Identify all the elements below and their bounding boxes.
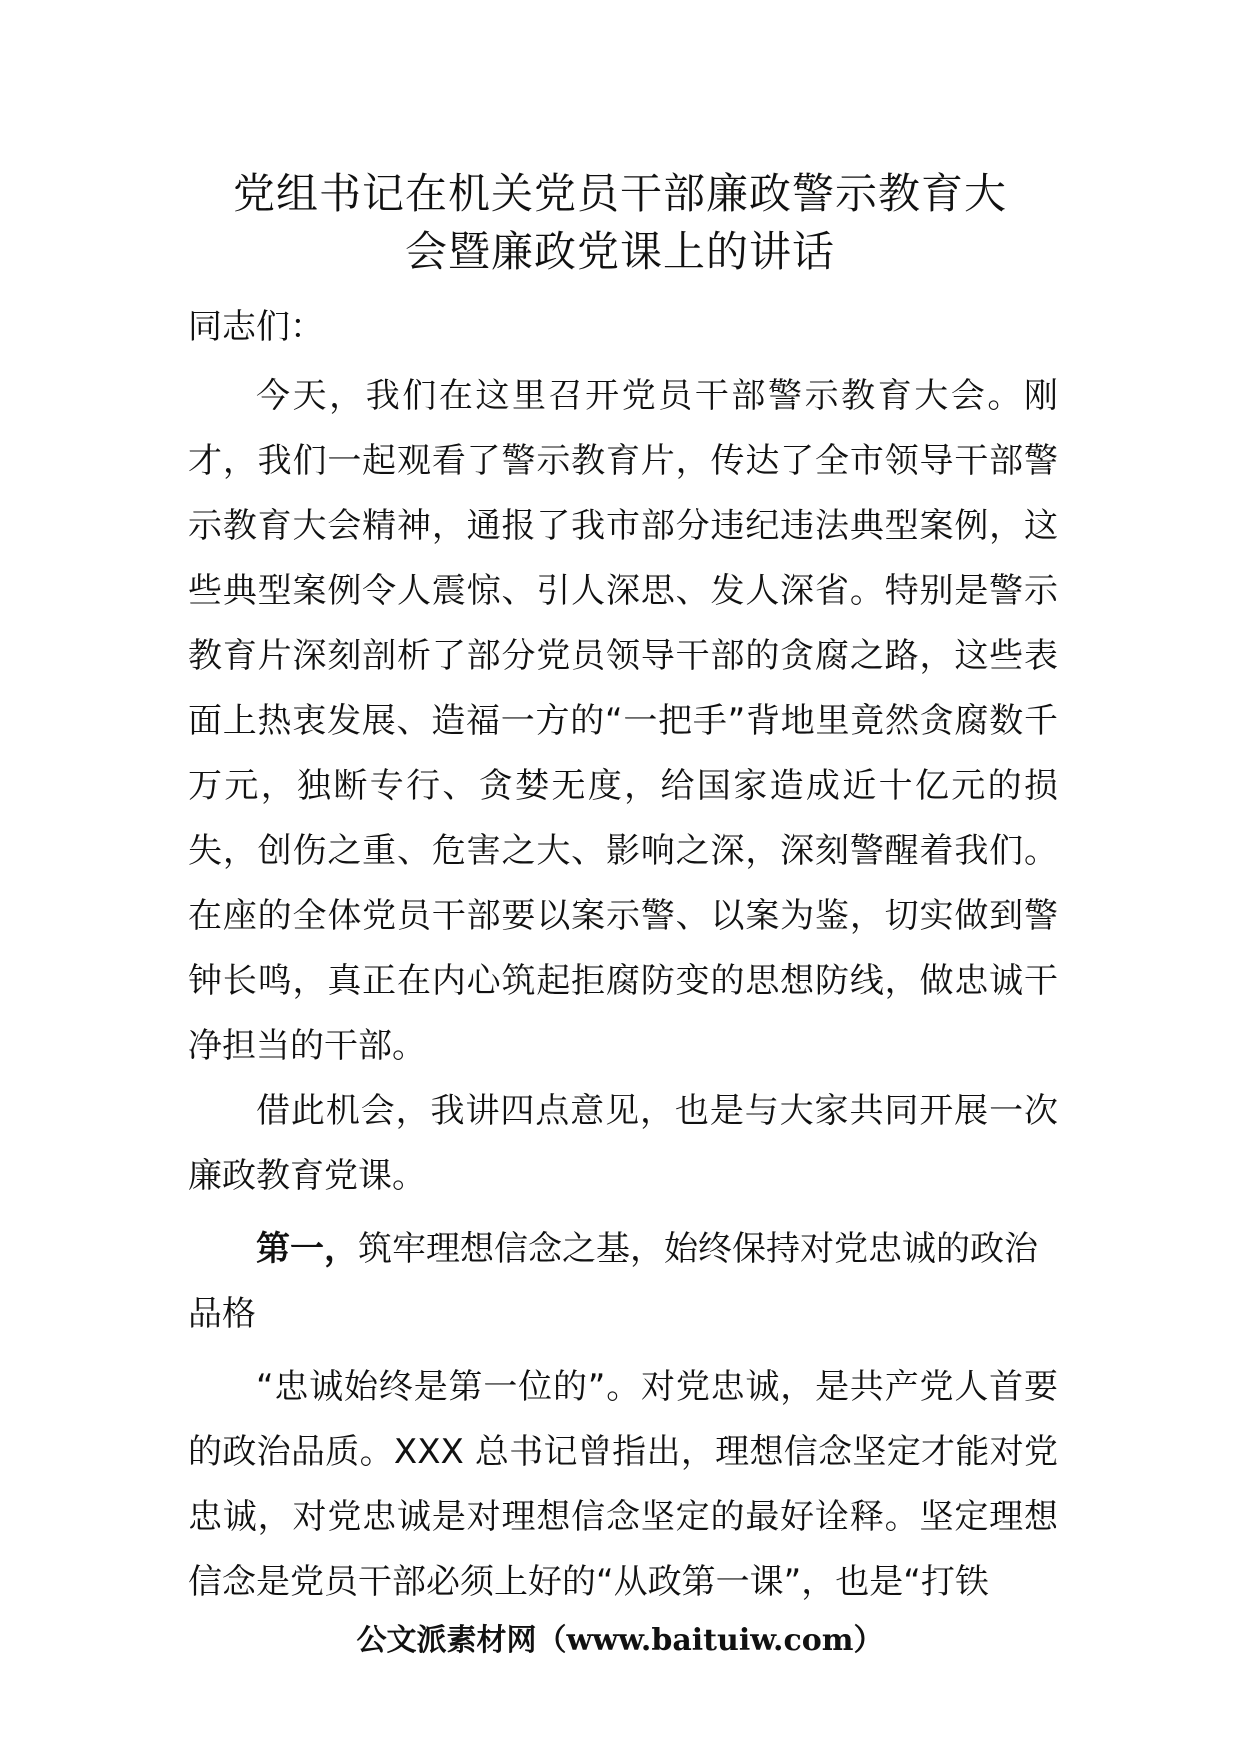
- paragraph-intro: 借此机会，我讲四点意见，也是与大家共同开展一次廉政教育党课。: [188, 1091, 1058, 1196]
- spacer: [188, 1347, 1058, 1355]
- section-heading-lead: 第一，: [256, 1229, 358, 1269]
- section-heading-text: 筑牢理想信念之基，始终保持对党忠诚的政治品格: [188, 1229, 1038, 1334]
- footer-watermark: 公文派素材网（www.baituiw.com）: [356, 1623, 884, 1658]
- paragraph-opening: 今天，我们在这里召开党员干部警示教育大会。刚才，我们一起观看了警示教育片，传达了全市领导干部警示教育大会精神，通报了我市部分违纪违法典型案例，这些典型案例令人震惊、引人深思、发人深省。特别是警示教育片深刻剖析了部分党员领导干部的贪腐之路，这些表面上热衷发展、造福一方的“一把手”背地里竟然贪腐数千万元，独断专行、贪婪无度，给国家造成近十亿元的损失，创伤之重、危害之大、影响之深，深刻警醒着我们。在座的全体党员干部要以案示警、以案为鉴，切实做到警钟长鸣，真正在内心筑起拒腐防变的思想防线，做忠诚干净担当的干部。: [188, 376, 1058, 1066]
- paragraph-section-1: “忠诚始终是第一位的”。对党忠诚，是共产党人首要的政治品质。XXX 总书记曾指出，理想信念坚定才能对党忠诚，对党忠诚是对理想信念坚定的最好诠释。坚定理想信念是党员干部必须上好的“从政第一课”，也是“打铁: [188, 1367, 1058, 1602]
- document-title: [170, 165, 1070, 281]
- title-line-2: 会暨廉政党课上的讲话: [404, 227, 835, 276]
- section-heading: [188, 1217, 1058, 1347]
- spacer: [188, 1209, 1058, 1217]
- document-body: [188, 298, 1058, 1615]
- salutation: 同志们：: [188, 307, 324, 347]
- title-line-1: 党组书记在机关党员干部廉政警示教育大: [232, 169, 1007, 218]
